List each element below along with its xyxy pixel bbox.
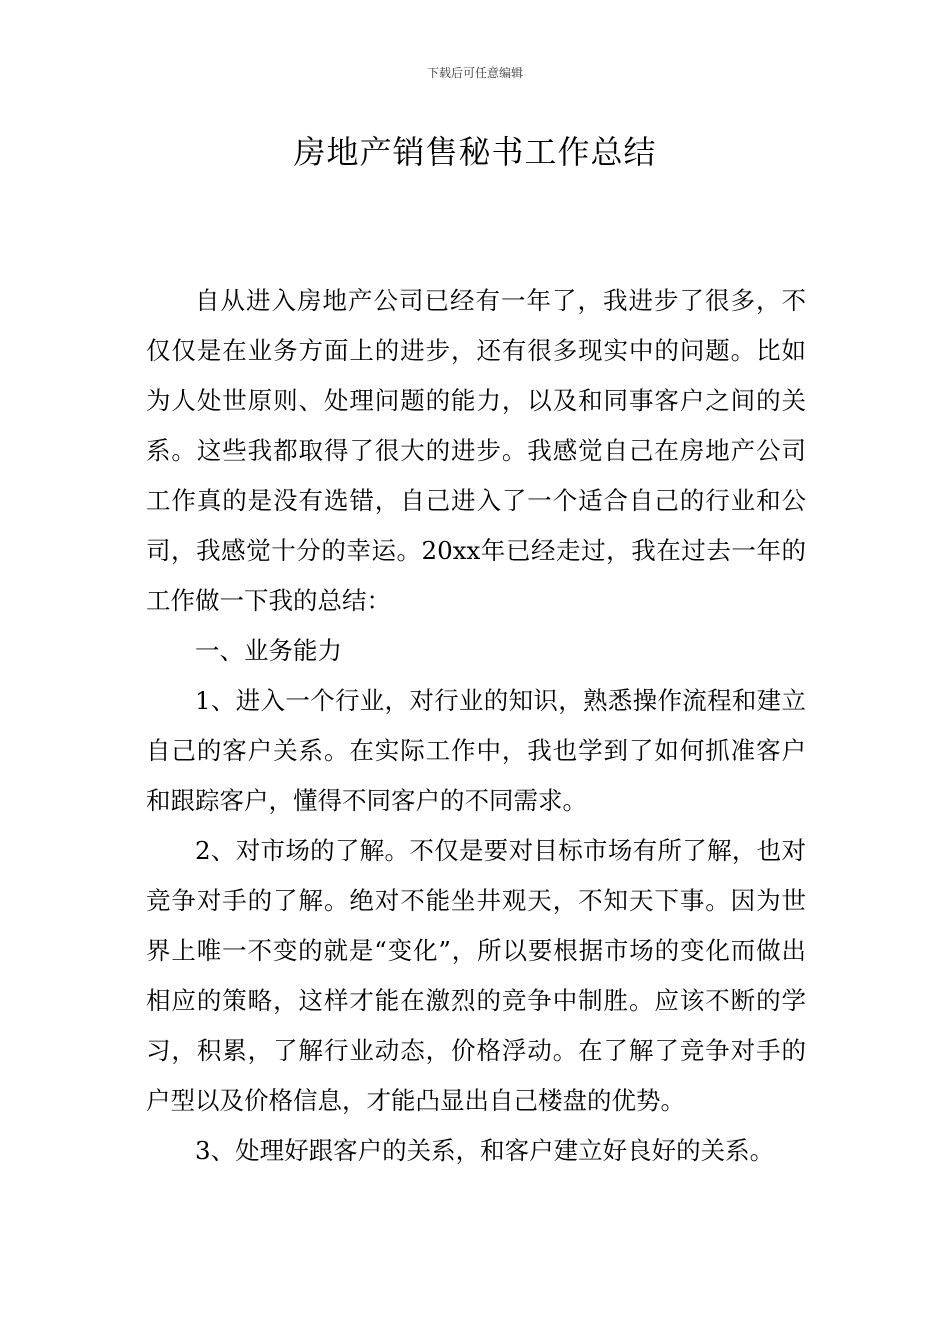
paragraph-intro: 自从进入房地产公司已经有一年了，我进步了很多，不仅仅是在业务方面上的进步，还有很多现实中的问题。比如为人处世原则、处理问题的能力，以及和同事客户之间的关系。这些我都取得了很大的进步。我感觉自己在房地产公司工作真的是没有选错，自己进入了一个适合自己的行业和公司，我感觉十分的幸运。20xx年已经走过，我在过去一年的工作做一下我的总结： xyxy=(146,286,806,615)
document-title: 房地产销售秘书工作总结 xyxy=(293,133,657,171)
document-body xyxy=(146,276,806,1176)
paragraph-point-1: 1、进入一个行业，对行业的知识，熟悉操作流程和建立自己的客户关系。在实际工作中，我也学到了如何抓准客户和跟踪客户，懂得不同客户的不同需求。 xyxy=(146,686,806,815)
header-note: 下载后可任意编辑 xyxy=(426,66,523,80)
paragraph-point-2: 2、对市场的了解。不仅是要对目标市场有所了解，也对竞争对手的了解。绝对不能坐井观天，不知天下事。因为世界上唯一不变的就是“变化”，所以要根据市场的变化而做出相应的策略，这样才能在激烈的竞争中制胜。应该不断的学习，积累，了解行业动态，价格浮动。在了解了竞争对手的户型以及价格信息，才能凸显出自己楼盘的优势。 xyxy=(146,836,806,1115)
paragraph-point-3: 3、处理好跟客户的关系，和客户建立好良好的关系。 xyxy=(195,1136,775,1165)
section-heading-business-ability: 一、业务能力 xyxy=(195,636,342,665)
